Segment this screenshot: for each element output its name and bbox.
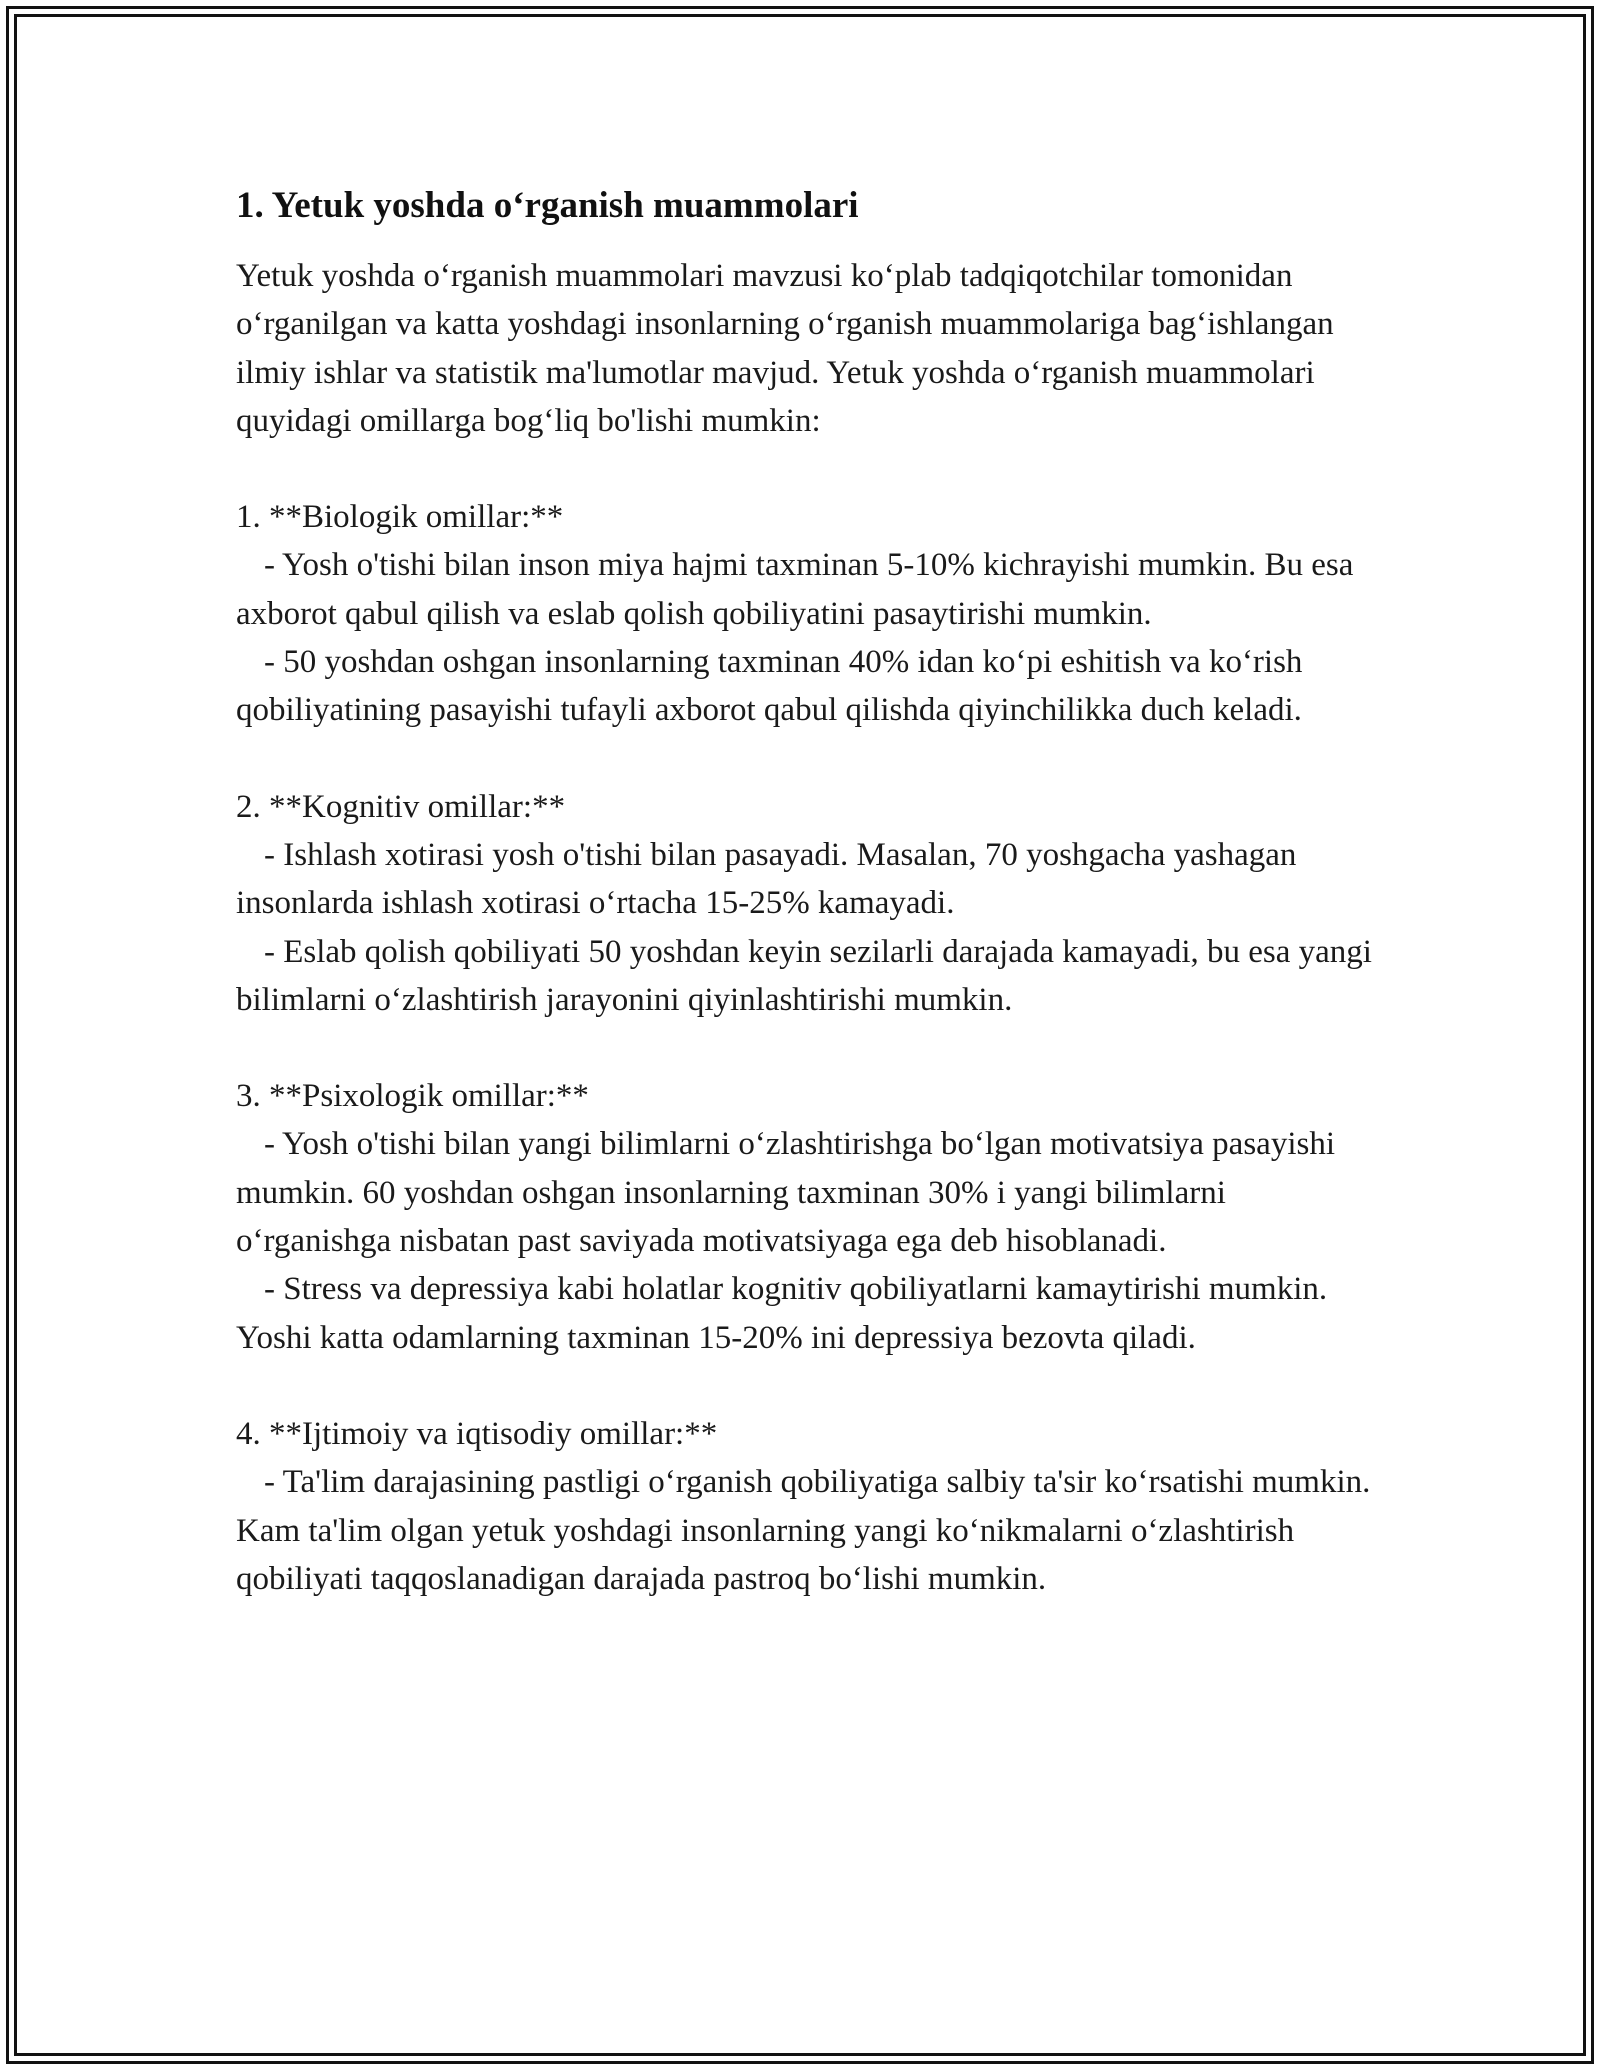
section-psychological [236,1072,1376,1362]
intro-paragraph: Yetuk yoshda o‘rganish muammolari mavzusi ko‘plab tadqiqotchilar tomonidan o‘rganilgan va katta yoshdagi insonlarning o‘rganish muammolariga bag‘ishlangan ilmiy ishlar va statistik ma'lumotlar mavjud. Yetuk yoshda o‘rganish muammolari quyidagi omillarga bog‘liq bo'lishi mumkin: [236,258,1334,439]
section-bullet: - Yosh o'tishi bilan inson miya hajmi taxminan 5-10% kichrayishi mumkin. Bu esa axborot qabul qilish va eslab qolish qobiliyatini pasaytirishi mumkin. [236,547,1354,632]
document-body [236,184,1376,1603]
section-social-economic [236,1410,1376,1603]
section-biological [236,493,1376,734]
section-title: 4. **Ijtimoiy va iqtisodiy omillar:** [236,1415,718,1452]
section-title: 2. **Kognitiv omillar:** [236,788,566,825]
section-bullet: - Stress va depressiya kabi holatlar kognitiv qobiliyatlarni kamaytirishi mumkin. Yoshi katta odamlarning taxminan 15-20% ini depressiya bezovta qiladi. [236,1271,1328,1356]
section-bullet: - 50 yoshdan oshgan insonlarning taxminan 40% idan ko‘pi eshitish va ko‘rish qobiliyatining pasayishi tufayli axborot qabul qilishda qiyinchilikka duch keladi. [236,644,1303,729]
section-bullet: - Yosh o'tishi bilan yangi bilimlarni o‘zlashtirishga bo‘lgan motivatsiya pasayishi mumkin. 60 yoshdan oshgan insonlarning taxminan 30% i yangi bilimlarni o‘rganishga nisbatan past saviyada motivatsiyaga ega deb hisoblanadi. [236,1126,1336,1260]
section-title: 1. **Biologik omillar:** [236,499,564,536]
section-bullet: - Ta'lim darajasining pastligi o‘rganish qobiliyatiga salbiy ta'sir ko‘rsatishi mumkin. Kam ta'lim olgan yetuk yoshdagi insonlarning yangi ko‘nikmalarni o‘zlashtirish qobiliyati taqqoslanadigan darajada pastroq bo‘lishi mumkin. [236,1464,1371,1597]
document-heading: 1. Yetuk yoshda o‘rganish muammolari [236,185,859,226]
section-title: 3. **Psixologik omillar:** [236,1078,589,1115]
section-bullet: - Eslab qolish qobiliyati 50 yoshdan keyin sezilarli darajada kamayadi, bu esa yangi bilimlarni o‘zlashtirish jarayonini qiyinlashtirishi mumkin. [236,933,1372,1018]
section-cognitive [236,783,1376,1024]
section-bullet: - Ishlash xotirasi yosh o'tishi bilan pasayadi. Masalan, 70 yoshgacha yashagan insonlarda ishlash xotirasi o‘rtacha 15-25% kamayadi. [236,836,1297,922]
